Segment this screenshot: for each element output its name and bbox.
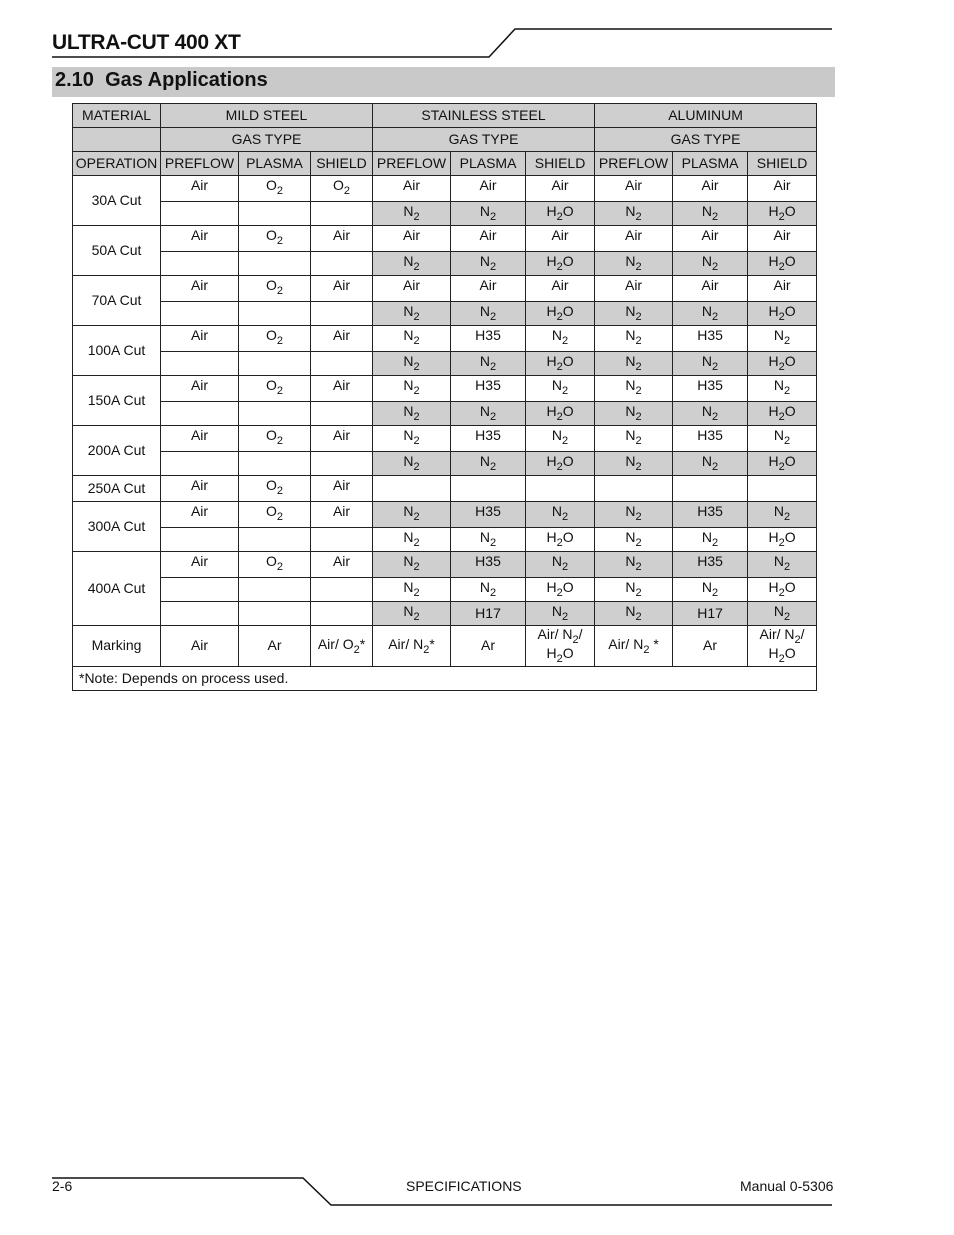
gas-cell: $H_2O$ [748, 578, 817, 602]
gas-cell [239, 528, 311, 552]
column-header: PLASMA [451, 152, 526, 176]
gas-cell: $N_2$ [451, 578, 526, 602]
gas-cell: $O_2$ [239, 552, 311, 578]
gas-cell [239, 402, 311, 426]
gas-type-header: GAS TYPE [595, 128, 817, 152]
gas-cell [239, 252, 311, 276]
gas-cell: Air [748, 276, 817, 302]
table-row [73, 376, 817, 402]
gas-cell: $H_2O$ [748, 302, 817, 326]
column-header: PLASMA [673, 152, 748, 176]
gas-cell: $H_2O$ [526, 302, 595, 326]
gas-cell: Air/ $N_2*$ [373, 626, 451, 667]
gas-cell: $N_2$ [595, 578, 673, 602]
gas-cell: H35 [673, 376, 748, 402]
gas-applications-table [72, 103, 817, 691]
gas-cell: Air [311, 226, 373, 252]
operation-cell: 250A Cut [73, 476, 161, 502]
gas-cell: Air [373, 176, 451, 202]
gas-cell: Air [451, 226, 526, 252]
footer-section: SPECIFICATIONS [406, 1178, 522, 1194]
gas-cell: $H_2O$ [748, 452, 817, 476]
gas-cell [239, 352, 311, 376]
gas-cell: $H_2O$ [526, 402, 595, 426]
gas-cell [673, 476, 748, 502]
operation-cell: 200A Cut [73, 426, 161, 476]
gas-cell [161, 402, 239, 426]
gas-cell: $N_2$ [451, 252, 526, 276]
gas-cell: $N_2$ [595, 528, 673, 552]
gas-cell: $N_2$ [673, 578, 748, 602]
gas-cell: Air [161, 276, 239, 302]
gas-cell: H35 [673, 326, 748, 352]
gas-cell: Ar [451, 626, 526, 667]
gas-cell: $N_2$ [595, 302, 673, 326]
gas-cell: $N_2$ [595, 202, 673, 226]
gas-cell: $N_2$ [373, 528, 451, 552]
gas-cell: Air [595, 276, 673, 302]
gas-cell: Air [526, 176, 595, 202]
gas-type-header: GAS TYPE [373, 128, 595, 152]
gas-cell: Air [311, 476, 373, 502]
gas-cell: Air [311, 502, 373, 528]
gas-cell: $N_2$ [595, 402, 673, 426]
gas-cell: $N_2$ [595, 452, 673, 476]
gas-cell: $N_2$ [748, 602, 817, 626]
gas-cell [161, 352, 239, 376]
gas-cell: $N_2$ [373, 402, 451, 426]
gas-cell [451, 476, 526, 502]
gas-cell: $O_2$ [239, 476, 311, 502]
gas-cell: $H_2O$ [526, 528, 595, 552]
table-row [73, 626, 817, 667]
gas-cell: $N_2$ [595, 426, 673, 452]
gas-cell: $N_2$ [373, 426, 451, 452]
gas-cell: H35 [451, 552, 526, 578]
gas-cell [526, 476, 595, 502]
gas-cell [311, 302, 373, 326]
gas-cell [161, 602, 239, 626]
gas-cell: $O_2$ [239, 276, 311, 302]
gas-cell: Air [595, 176, 673, 202]
gas-cell [311, 528, 373, 552]
gas-cell: $N_2$ [595, 252, 673, 276]
gas-cell: Air [311, 276, 373, 302]
gas-cell: $O_2$ [239, 176, 311, 202]
gas-cell: $N_2$ [526, 602, 595, 626]
gas-cell [595, 476, 673, 502]
gas-cell: $N_2$ [748, 552, 817, 578]
gas-cell: Air/ $N_2/$ $H_2O$ [748, 626, 817, 667]
gas-cell [161, 202, 239, 226]
table-row [73, 202, 817, 226]
gas-cell: Air [311, 552, 373, 578]
gas-cell: $N_2$ [373, 502, 451, 528]
gas-type-row [73, 128, 817, 152]
gas-cell: $N_2$ [748, 502, 817, 528]
table-note: *Note: Depends on process used. [73, 667, 817, 691]
gas-cell: H35 [451, 326, 526, 352]
gas-cell: $H_2O$ [748, 202, 817, 226]
gas-cell: $N_2$ [373, 202, 451, 226]
manual-number: Manual 0-5306 [740, 1178, 834, 1194]
gas-cell: $O_2$ [239, 326, 311, 352]
gas-cell: Air [161, 226, 239, 252]
gas-cell: Air [373, 226, 451, 252]
column-header: PREFLOW [595, 152, 673, 176]
manual-title: ULTRA-CUT 400 XT [52, 31, 241, 54]
table-row [73, 426, 817, 452]
gas-cell: $N_2$ [373, 602, 451, 626]
gas-cell [311, 252, 373, 276]
gas-cell: Air [451, 276, 526, 302]
gas-cell: $N_2$ [373, 452, 451, 476]
gas-cell: H35 [673, 552, 748, 578]
gas-cell: H35 [451, 376, 526, 402]
table-row [73, 326, 817, 352]
gas-cell: $N_2$ [595, 352, 673, 376]
gas-cell [311, 602, 373, 626]
gas-cell: $N_2$ [451, 202, 526, 226]
gas-cell: Air [161, 502, 239, 528]
gas-cell: Ar [239, 626, 311, 667]
gas-cell: Air [526, 276, 595, 302]
gas-cell: $H_2O$ [526, 352, 595, 376]
gas-cell: $O_2$ [239, 426, 311, 452]
column-header: PREFLOW [373, 152, 451, 176]
gas-cell: $N_2$ [673, 252, 748, 276]
gas-cell: H35 [451, 426, 526, 452]
section-title [55, 69, 268, 92]
gas-cell: $H_2O$ [748, 252, 817, 276]
gas-cell: $N_2$ [595, 502, 673, 528]
table-row [73, 552, 817, 578]
gas-cell [161, 452, 239, 476]
gas-cell: $N_2$ [595, 376, 673, 402]
gas-cell: $H_2O$ [748, 402, 817, 426]
gas-cell: $N_2$ [373, 352, 451, 376]
gas-cell: $N_2$ [748, 376, 817, 402]
gas-cell: $N_2$ [673, 528, 748, 552]
gas-cell: $H_2O$ [526, 202, 595, 226]
gas-cell: Air [373, 276, 451, 302]
gas-cell: $H_2O$ [526, 252, 595, 276]
gas-cell: Air [311, 376, 373, 402]
gas-cell: Air [748, 176, 817, 202]
gas-cell: $N_2$ [451, 402, 526, 426]
operation-cell: 400A Cut [73, 552, 161, 626]
gas-cell: $H_2O$ [748, 528, 817, 552]
gas-cell: Air [526, 226, 595, 252]
gas-cell: $N_2$ [595, 552, 673, 578]
gas-cell: $N_2$ [595, 602, 673, 626]
material-header: MILD STEEL [161, 104, 373, 128]
gas-cell: H17 [451, 602, 526, 626]
table-row [73, 602, 817, 626]
table-row [73, 352, 817, 376]
section-number: 2.10 [55, 69, 94, 91]
gas-cell: Air [311, 326, 373, 352]
gas-cell [239, 602, 311, 626]
table-row [73, 226, 817, 252]
gas-cell: $N_2$ [373, 552, 451, 578]
gas-cell: Ar [673, 626, 748, 667]
gas-cell: $N_2$ [595, 326, 673, 352]
gas-cell: Air [161, 626, 239, 667]
gas-cell [239, 202, 311, 226]
gas-cell: $N_2$ [748, 326, 817, 352]
gas-cell: $H_2O$ [748, 352, 817, 376]
gas-cell: Air [673, 276, 748, 302]
gas-cell [161, 302, 239, 326]
gas-cell [748, 476, 817, 502]
gas-cell [161, 578, 239, 602]
gas-cell [239, 302, 311, 326]
operation-cell: 300A Cut [73, 502, 161, 552]
column-header-row [73, 152, 817, 176]
column-header: SHIELD [526, 152, 595, 176]
gas-cell: Air [161, 426, 239, 452]
gas-cell [161, 252, 239, 276]
gas-cell [239, 452, 311, 476]
operation-cell: 50A Cut [73, 226, 161, 276]
gas-cell: $N_2$ [451, 452, 526, 476]
table-row [73, 476, 817, 502]
operation-cell: 70A Cut [73, 276, 161, 326]
gas-cell: Air/ $N_2$ * [595, 626, 673, 667]
gas-cell: Air [595, 226, 673, 252]
gas-cell: Air/ $O_2*$ [311, 626, 373, 667]
gas-cell: $N_2$ [373, 578, 451, 602]
column-header: PREFLOW [161, 152, 239, 176]
gas-cell: $N_2$ [451, 302, 526, 326]
material-header: ALUMINUM [595, 104, 817, 128]
gas-cell: H35 [673, 426, 748, 452]
table-row [73, 528, 817, 552]
gas-cell: H17 [673, 602, 748, 626]
gas-cell: Air [161, 176, 239, 202]
material-header: STAINLESS STEEL [373, 104, 595, 128]
gas-cell: Air [673, 226, 748, 252]
gas-cell: H35 [451, 502, 526, 528]
column-header: OPERATION [73, 152, 161, 176]
gas-type-spacer [73, 128, 161, 152]
gas-cell: $N_2$ [526, 552, 595, 578]
gas-cell: $N_2$ [373, 326, 451, 352]
gas-cell: $O_2$ [239, 502, 311, 528]
gas-cell [239, 578, 311, 602]
column-header: SHIELD [748, 152, 817, 176]
gas-cell [161, 528, 239, 552]
table-row [73, 302, 817, 326]
gas-cell: $O_2$ [239, 376, 311, 402]
gas-cell: $N_2$ [526, 376, 595, 402]
gas-cell: Air [673, 176, 748, 202]
gas-cell: $N_2$ [673, 302, 748, 326]
gas-cell: Air [161, 376, 239, 402]
gas-cell: $H_2O$ [526, 452, 595, 476]
material-header-row [73, 104, 817, 128]
gas-cell [373, 476, 451, 502]
operation-cell: 100A Cut [73, 326, 161, 376]
gas-cell: $N_2$ [526, 502, 595, 528]
gas-cell: $O_2$ [239, 226, 311, 252]
gas-cell: $N_2$ [373, 302, 451, 326]
gas-cell [311, 202, 373, 226]
column-header: PLASMA [239, 152, 311, 176]
table-row [73, 176, 817, 202]
gas-cell: $N_2$ [451, 352, 526, 376]
gas-cell: $N_2$ [748, 426, 817, 452]
gas-type-header: GAS TYPE [161, 128, 373, 152]
gas-cell: $N_2$ [673, 202, 748, 226]
gas-cell: $H_2O$ [526, 578, 595, 602]
table-row [73, 578, 817, 602]
gas-cell: Air [161, 476, 239, 502]
operation-cell: 30A Cut [73, 176, 161, 226]
column-header: SHIELD [311, 152, 373, 176]
gas-cell: $N_2$ [673, 452, 748, 476]
gas-cell: $N_2$ [373, 376, 451, 402]
gas-cell: $N_2$ [451, 528, 526, 552]
section-heading-bar [52, 67, 835, 97]
table-row [73, 452, 817, 476]
gas-cell: Air/ $N_2/$ $H_2O$ [526, 626, 595, 667]
section-name: Gas Applications [105, 69, 268, 91]
page-number: 2-6 [52, 1178, 73, 1194]
gas-cell: $N_2$ [673, 402, 748, 426]
table-row [73, 276, 817, 302]
gas-cell [311, 452, 373, 476]
gas-cell: Air [161, 326, 239, 352]
gas-cell: $N_2$ [526, 426, 595, 452]
gas-cell: $N_2$ [673, 352, 748, 376]
note-row [73, 667, 817, 691]
gas-cell: H35 [673, 502, 748, 528]
gas-cell: $O_2$ [311, 176, 373, 202]
gas-cell: Air [311, 426, 373, 452]
table-row [73, 252, 817, 276]
gas-cell: Air [161, 552, 239, 578]
table-row [73, 502, 817, 528]
gas-cell [311, 578, 373, 602]
material-header: MATERIAL [73, 104, 161, 128]
operation-cell: 150A Cut [73, 376, 161, 426]
gas-cell: $N_2$ [373, 252, 451, 276]
table-row [73, 402, 817, 426]
gas-cell: Air [451, 176, 526, 202]
gas-cell: Air [748, 226, 817, 252]
gas-cell [311, 402, 373, 426]
gas-cell [311, 352, 373, 376]
operation-cell: Marking [73, 626, 161, 667]
gas-cell: $N_2$ [526, 326, 595, 352]
